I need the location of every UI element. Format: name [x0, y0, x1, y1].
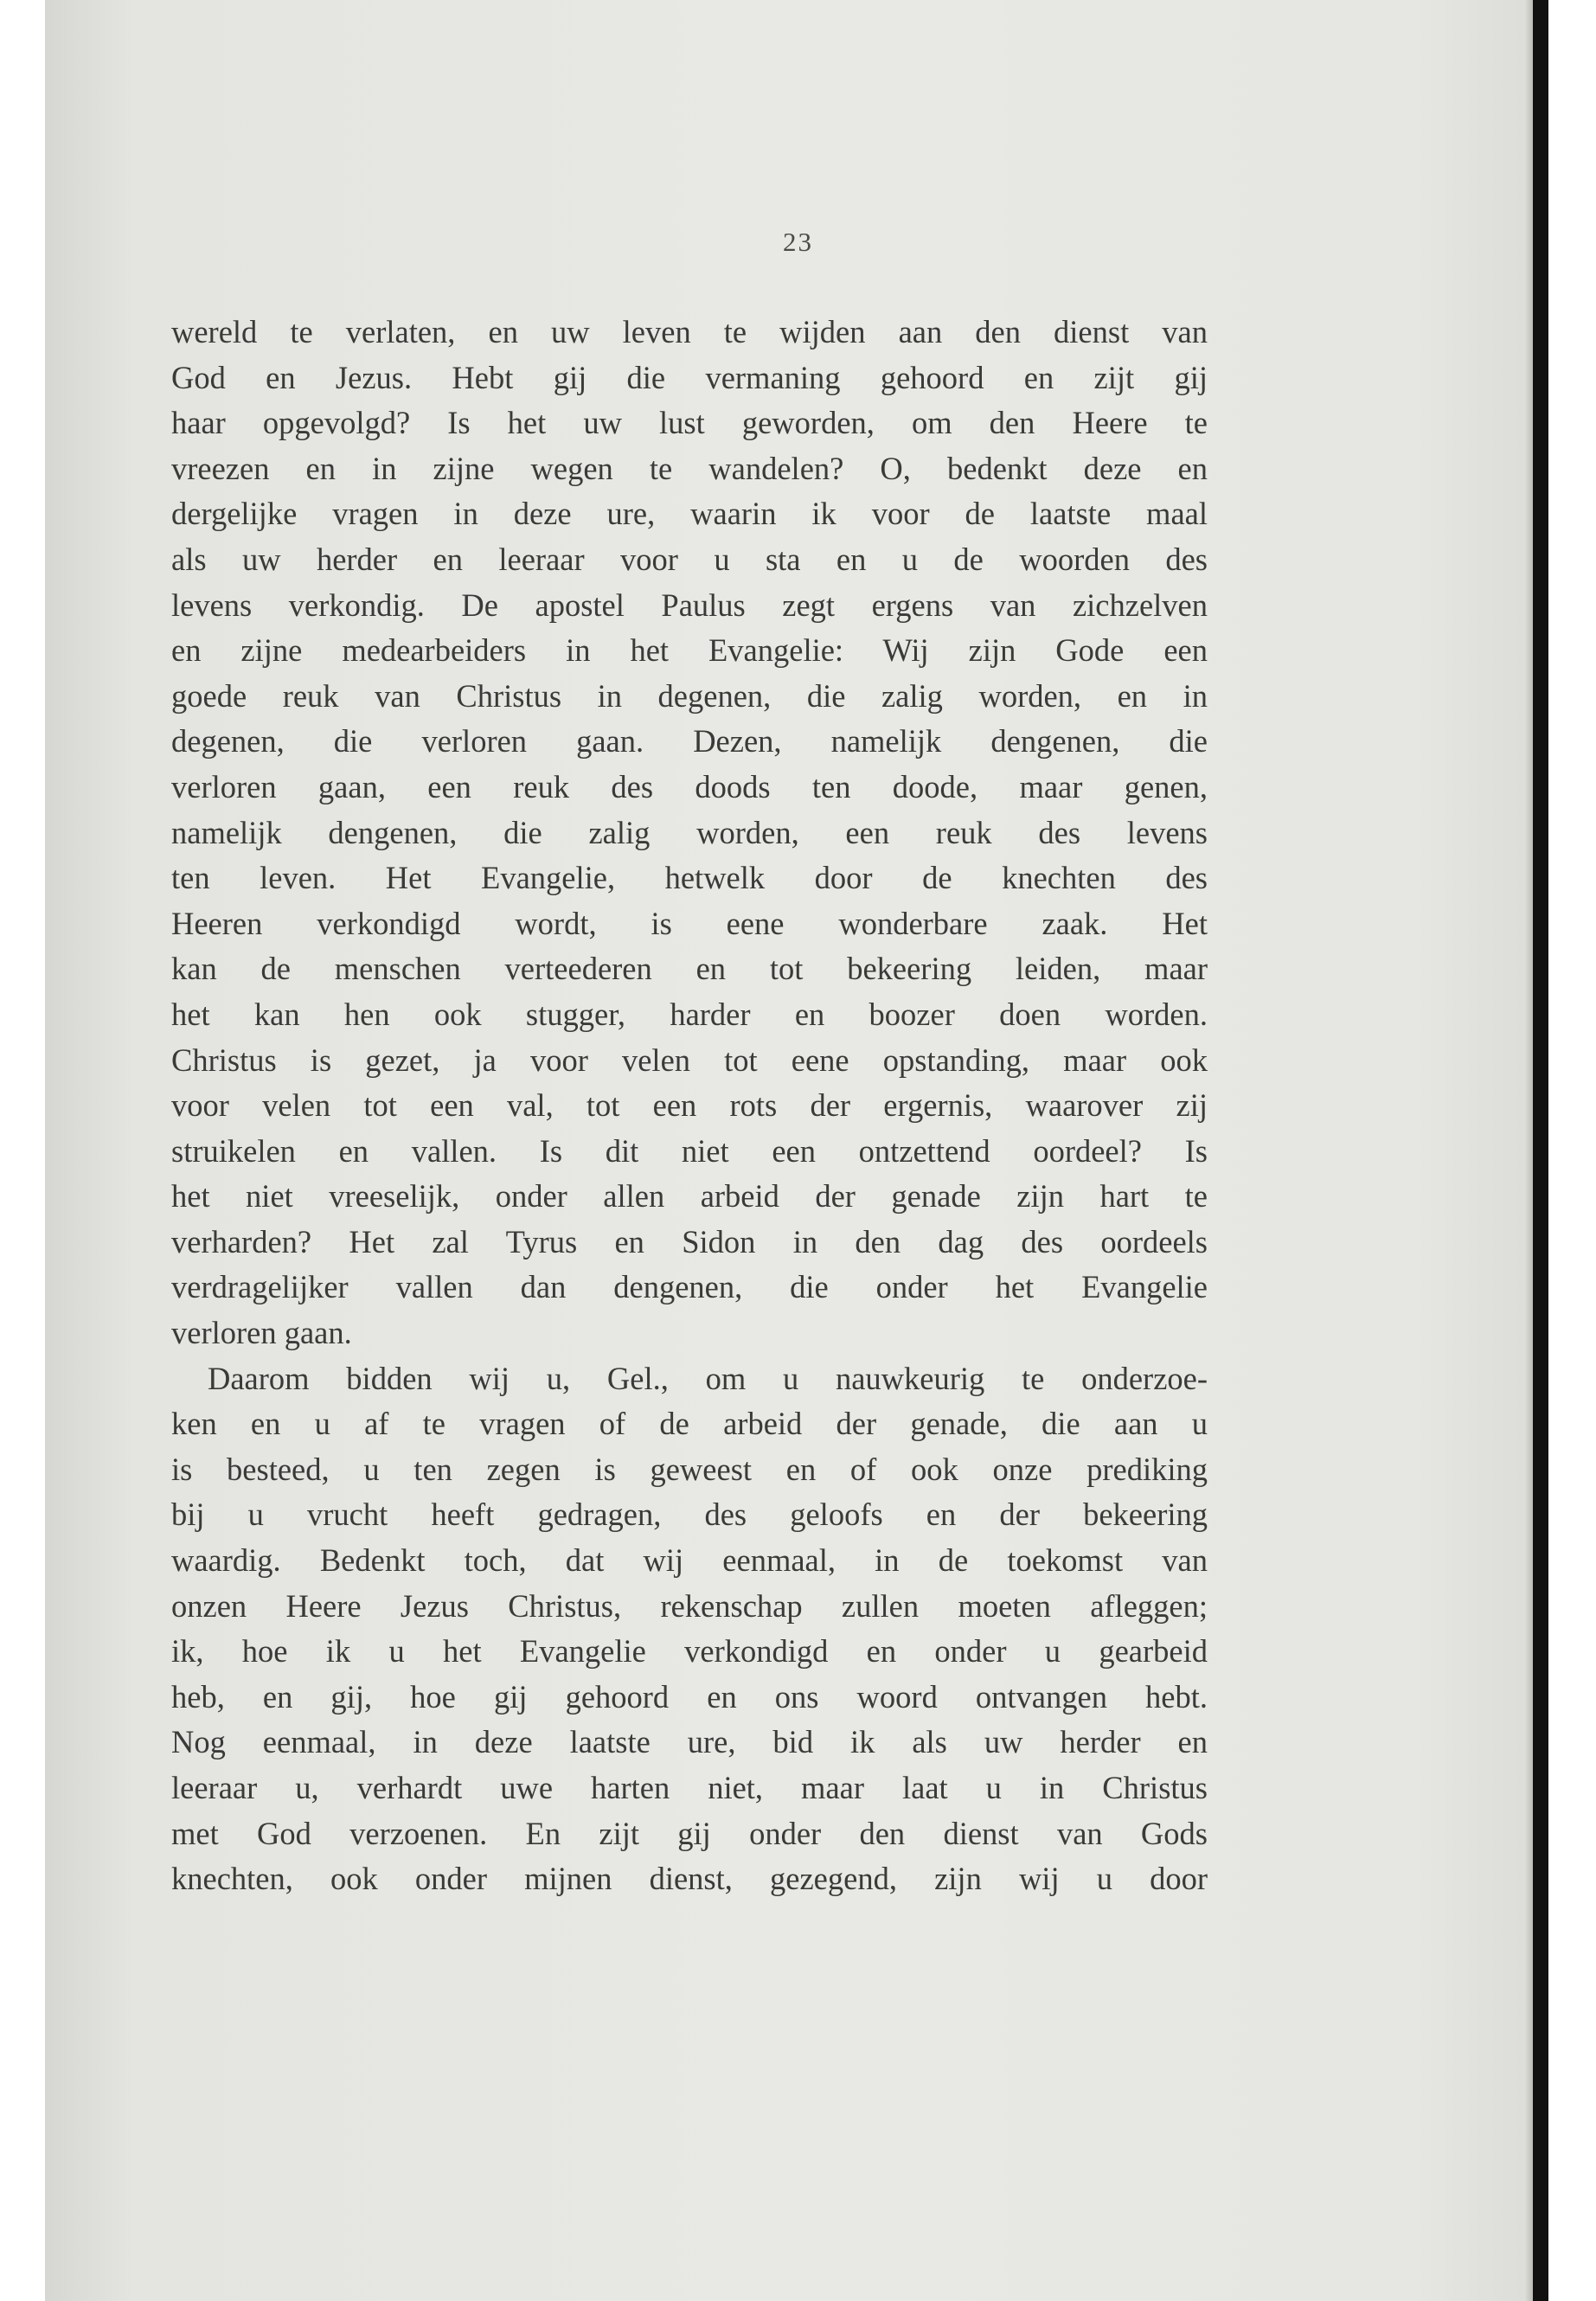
text-line: verdragelijker vallen dan dengenen, die onder het Evangelie — [171, 1269, 1208, 1305]
page-edge-shadow — [1524, 0, 1533, 2301]
text-line: het niet vreeselijk, onder allen arbeid der genade zijn hart te — [171, 1178, 1208, 1215]
text-line: goede reuk van Christus in degenen, die zalig worden, en in — [171, 677, 1208, 714]
text-line: heb, en gij, hoe gij gehoord en ons woord ontvangen hebt. — [171, 1678, 1208, 1715]
text-line: ten leven. Het Evangelie, hetwelk door de knechten des — [171, 860, 1208, 896]
text-line: degenen, die verloren gaan. Dezen, namelijk dengenen, die — [171, 723, 1208, 760]
text-line: het kan hen ook stugger, harder en boozer doen worden. — [171, 996, 1208, 1032]
page-number: 23 — [783, 227, 813, 257]
text-line: Christus is gezet, ja voor velen tot eene opstanding, maar ook — [171, 1042, 1208, 1078]
text-line: ken en u af te vragen of de arbeid der genade, die aan u — [171, 1406, 1208, 1442]
text-line: verloren gaan. — [171, 1315, 352, 1351]
text-line: God en Jezus. Hebt gij die vermaning gehoord en zijt gij — [171, 359, 1208, 395]
text-line: waardig. Bedenkt toch, dat wij eenmaal, in de toekomst van — [171, 1542, 1208, 1579]
text-line: verloren gaan, een reuk des doods ten doode, maar genen, — [171, 768, 1208, 804]
text-line: ik, hoe ik u het Evangelie verkondigd en onder u gearbeid — [171, 1633, 1208, 1670]
text-line: haar opgevolgd? Is het uw lust geworden, om den Heere te — [171, 405, 1208, 441]
book-spine — [1533, 0, 1548, 2301]
text-line: namelijk dengenen, die zalig worden, een reuk des levens — [171, 814, 1208, 850]
text-line: onzen Heere Jezus Christus, rekenschap zullen moeten afleggen; — [171, 1587, 1208, 1624]
text-line: Heeren verkondigd wordt, is eene wonderbare zaak. Het — [171, 905, 1208, 941]
body-text — [171, 310, 1208, 1902]
text-line: wereld te verlaten, en uw leven te wijden aan den dienst van — [171, 314, 1208, 349]
text-line: bij u vrucht heeft gedragen, des geloofs en der bekeering — [171, 1497, 1208, 1533]
text-line: dergelijke vragen in deze ure, waarin ik voor de laatste maal — [171, 496, 1208, 532]
text-line: is besteed, u ten zegen is geweest en of ook onze prediking — [171, 1451, 1208, 1487]
text-line: en zijne medearbeiders in het Evangelie: Wij zijn Gode een — [171, 632, 1208, 669]
text-line: met God verzoenen. En zijt gij onder den dienst van Gods — [171, 1815, 1208, 1851]
text-line: knechten, ook onder mijnen dienst, gezegend, zijn wij u door — [171, 1861, 1208, 1897]
text-line: als uw herder en leeraar voor u sta en u de woorden des — [171, 541, 1208, 577]
text-line: leeraar u, verhardt uwe harten niet, maar laat u in Christus — [171, 1770, 1208, 1805]
text-line: kan de menschen verteederen en tot bekeering leiden, maar — [171, 951, 1208, 987]
text-line: vreezen en in zijne wegen te wandelen? O, bedenkt deze en — [171, 450, 1208, 486]
text-line: levens verkondig. De apostel Paulus zegt ergens van zichzelven — [171, 586, 1208, 623]
text-line: Daarom bidden wij u, Gel., om u nauwkeurig te onderzoe- — [208, 1360, 1208, 1396]
text-line: struikelen en vallen. Is dit niet een ontzettend oordeel? Is — [171, 1132, 1208, 1169]
text-line: voor velen tot een val, tot een rots der ergernis, waarover zij — [171, 1087, 1208, 1124]
text-line: verharden? Het zal Tyrus en Sidon in den dag des oordeels — [171, 1223, 1208, 1259]
text-line: Nog eenmaal, in deze laatste ure, bid ik als uw herder en — [171, 1724, 1208, 1760]
